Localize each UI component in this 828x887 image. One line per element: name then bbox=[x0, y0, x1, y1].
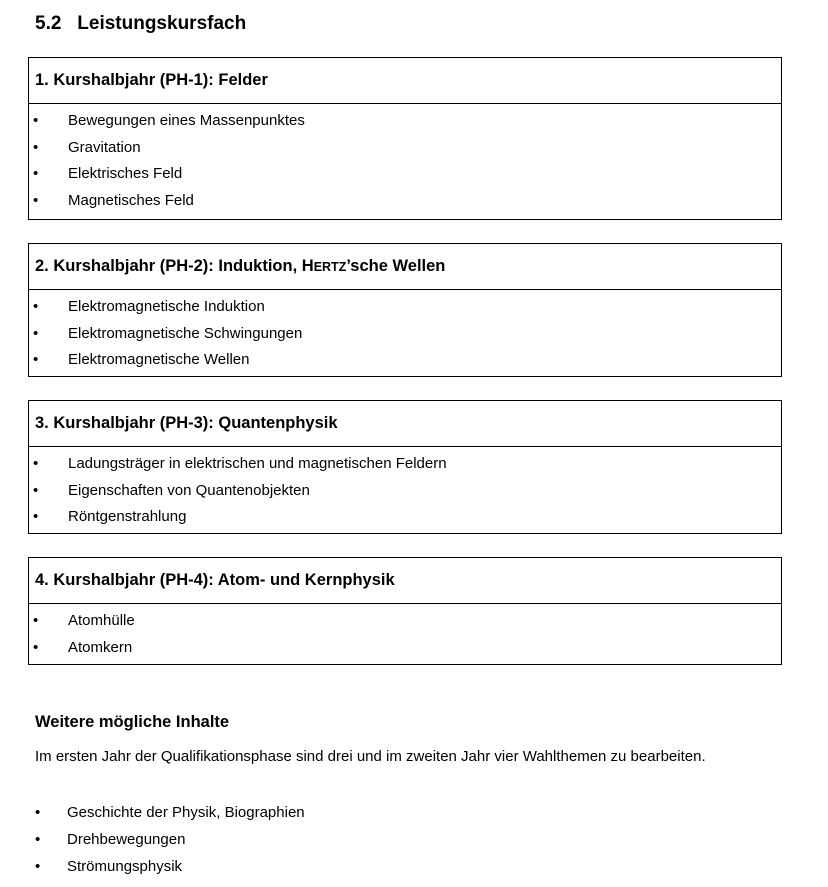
course-title-smallcaps: ERTZ bbox=[313, 260, 347, 274]
list-item bbox=[35, 799, 305, 826]
bullet-icon: • bbox=[33, 191, 39, 209]
list-item bbox=[29, 294, 781, 321]
list-item bbox=[29, 504, 781, 531]
bullet-icon: • bbox=[33, 638, 39, 656]
list-item bbox=[29, 635, 781, 662]
bullet-icon: • bbox=[33, 455, 39, 472]
list-item-text: Röntgenstrahlung bbox=[68, 508, 187, 525]
list-item bbox=[29, 161, 781, 188]
list-item-text: Strömungsphysik bbox=[67, 858, 183, 875]
further-content-title: Weitere mögliche Inhalte bbox=[35, 713, 230, 731]
course-title-text: 3. Kurshalbjahr (PH-3): Quantenphysik bbox=[35, 414, 338, 432]
further-content-paragraph: Im ersten Jahr der Qualifikationsphase sind drei und im zweiten Jahr vier Wahlthemen zu bearbeiten. bbox=[35, 748, 706, 765]
bullet-icon: • bbox=[33, 612, 39, 629]
list-item-text: Eigenschaften von Quantenobjekten bbox=[68, 481, 310, 499]
course-box-ph1 bbox=[28, 57, 782, 220]
bullet-icon: • bbox=[33, 324, 39, 342]
list-item bbox=[35, 826, 305, 853]
list-item-text: Atomhülle bbox=[68, 612, 135, 629]
list-item-text: Magnetisches Feld bbox=[68, 191, 194, 209]
list-item-text: Elektromagnetische Induktion bbox=[68, 298, 265, 315]
list-item-text: Drehbewegungen bbox=[67, 831, 186, 848]
course-box-ph4 bbox=[28, 557, 782, 665]
section-number: 5.2 bbox=[35, 13, 62, 34]
list-item bbox=[29, 478, 781, 505]
topic-list bbox=[29, 104, 781, 214]
bullet-icon: • bbox=[33, 112, 39, 129]
section-title-text: Leistungskursfach bbox=[77, 13, 247, 34]
section-title bbox=[35, 13, 246, 35]
course-title-text: 4. Kurshalbjahr (PH-4): Atom- und Kernphysik bbox=[35, 571, 395, 589]
bullet-icon: • bbox=[35, 804, 41, 821]
course-box-title bbox=[29, 244, 781, 290]
course-box-ph3 bbox=[28, 400, 782, 534]
list-item bbox=[29, 347, 781, 374]
list-item-text: Elektromagnetische Wellen bbox=[68, 351, 250, 368]
bullet-icon: • bbox=[33, 481, 39, 499]
list-item bbox=[29, 451, 781, 478]
list-item-text: Bewegungen eines Massenpunktes bbox=[68, 112, 305, 129]
course-title-text bbox=[35, 257, 445, 276]
course-title-part: 2. Kurshalbjahr (PH-2): Induktion, H bbox=[35, 257, 314, 275]
bullet-icon: • bbox=[33, 138, 39, 156]
list-item bbox=[35, 853, 305, 880]
course-box-ph2 bbox=[28, 243, 782, 377]
topic-list bbox=[29, 604, 781, 661]
bullet-icon: • bbox=[33, 165, 39, 182]
list-item-text: Geschichte der Physik, Biographien bbox=[67, 804, 305, 821]
list-item bbox=[29, 321, 781, 348]
course-title-text: 1. Kurshalbjahr (PH-1): Felder bbox=[35, 71, 268, 89]
elective-topic-list bbox=[35, 799, 305, 880]
course-box-title bbox=[29, 58, 781, 104]
bullet-icon: • bbox=[33, 508, 39, 525]
course-box-title bbox=[29, 401, 781, 447]
list-item-text: Gravitation bbox=[68, 138, 141, 156]
course-box-title bbox=[29, 558, 781, 604]
topic-list bbox=[29, 447, 781, 531]
list-item-text: Atomkern bbox=[68, 638, 133, 656]
list-item bbox=[29, 135, 781, 162]
list-item-text: Ladungsträger in elektrischen und magnetischen Feldern bbox=[68, 455, 447, 472]
list-item bbox=[29, 188, 781, 215]
list-item bbox=[29, 108, 781, 135]
bullet-icon: • bbox=[33, 351, 39, 368]
bullet-icon: • bbox=[35, 831, 41, 848]
bullet-icon: • bbox=[35, 858, 41, 875]
course-title-part: ’sche Wellen bbox=[346, 257, 446, 275]
bullet-icon: • bbox=[33, 298, 39, 315]
list-item-text: Elektrisches Feld bbox=[68, 165, 183, 182]
topic-list bbox=[29, 290, 781, 374]
list-item-text: Elektromagnetische Schwingungen bbox=[68, 324, 303, 342]
list-item bbox=[29, 608, 781, 635]
